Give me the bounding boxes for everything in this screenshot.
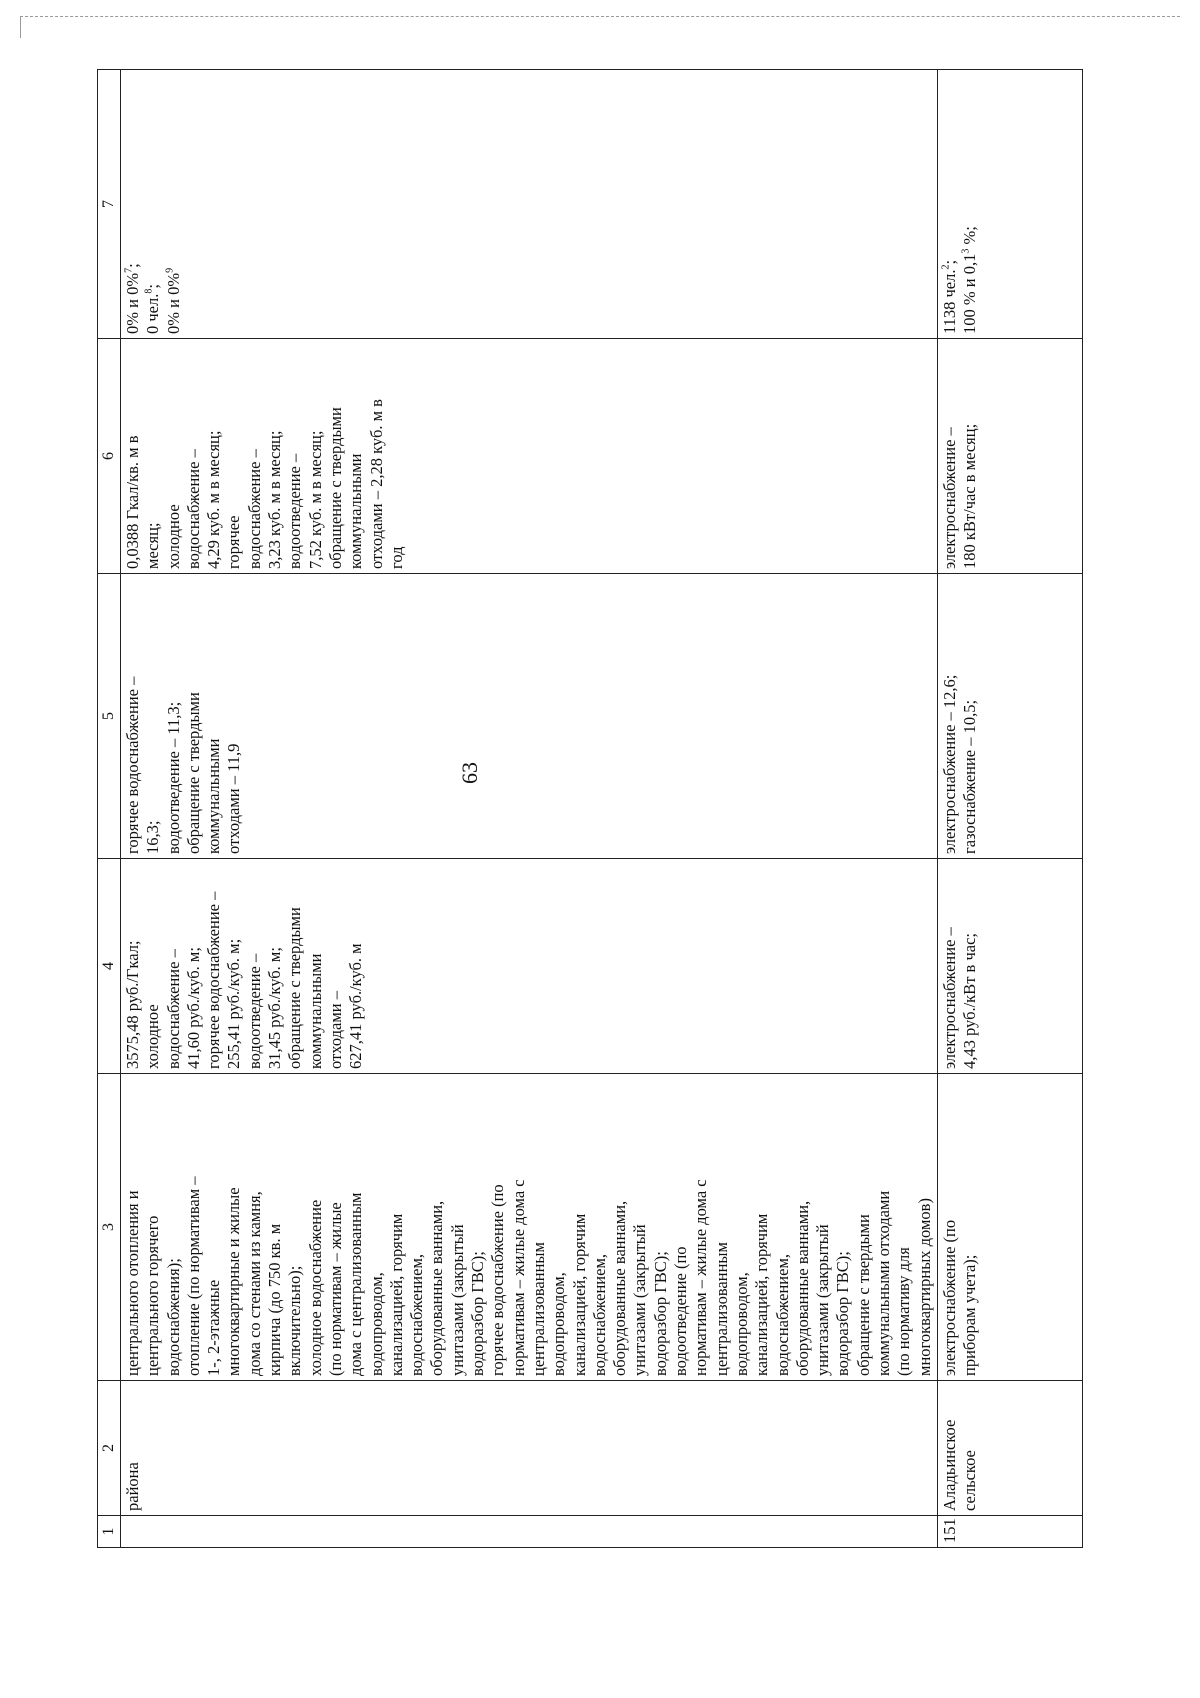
- cell-text-line: 7,52 куб. м в месяц;: [305, 430, 325, 569]
- cell-text-line: электроснабжение –: [939, 927, 959, 1069]
- population-share-cell: [121, 70, 938, 339]
- cell-text-line: центрального отопления и: [123, 1190, 142, 1376]
- cell-text-line: многоквартирных домов): [914, 1198, 934, 1376]
- growth-index-cell: [937, 574, 1082, 859]
- cell-text-line: 3575,48 руб./Гкал;: [123, 940, 142, 1069]
- cell-text-line: электроснабжение (по: [939, 1219, 959, 1376]
- cell-text-line: водоснабжение –: [163, 949, 183, 1069]
- cell-text-line: канализацией, горячим: [386, 1213, 406, 1376]
- share-line-2: 100 % и $0,1^3$ %;: [960, 226, 980, 334]
- cell-text-line: отходами – 11,9: [224, 743, 244, 854]
- cell-text-line: горячее водоснабжение –: [204, 891, 224, 1069]
- cell-text-line: нормативам – жилые дома с: [508, 1179, 528, 1376]
- header-cell-7: 7: [98, 70, 121, 339]
- municipality-cell: [121, 1381, 938, 1516]
- cell-text-line: канализацией, горячим: [569, 1213, 589, 1376]
- cell-text-line: оборудованные ваннами,: [427, 1200, 447, 1376]
- cell-text-line: отходами – 2,28 куб. м в: [366, 399, 386, 569]
- cell-text-line: коммунальными: [305, 953, 325, 1069]
- cell-text-line: водоснабжения);: [163, 1258, 183, 1376]
- cell-text-line: электроснабжение – 12,6;: [939, 674, 959, 854]
- header-row: [98, 70, 121, 1548]
- cell-text-line: унитазами (закрытый: [813, 1224, 833, 1376]
- cell-text-line: обращение с твердыми: [325, 407, 345, 569]
- row-number-cell: [121, 1516, 938, 1548]
- cell-text-line: горячее водоснабжение –: [123, 676, 142, 854]
- cell-text-line: водоснабжением,: [772, 1253, 792, 1376]
- cell-text-line: водоразбор ГВС);: [468, 1251, 488, 1376]
- cell-text-line: холодное водоснабжение: [305, 1199, 325, 1376]
- cell-text-line: 627,41 руб./куб. м: [346, 943, 366, 1069]
- page-number: 63: [457, 762, 482, 784]
- growth-index-cell: [121, 574, 938, 859]
- cell-text-line: оборудованные ваннами,: [792, 1200, 812, 1376]
- tariff-cell: [121, 859, 938, 1074]
- header-cell-2: 2: [98, 1381, 121, 1516]
- tariff-table: [97, 69, 1083, 1548]
- cell-text-line: (по нормативу для: [894, 1247, 914, 1376]
- share-line-3: 0% и 0%$^9$: [163, 267, 183, 334]
- header-cell-6: 6: [98, 339, 121, 574]
- cell-text-line: канализацией, горячим: [752, 1213, 772, 1376]
- cell-text-line: водоотведение –: [285, 453, 305, 569]
- header-cell-1: 1: [98, 1516, 121, 1548]
- row-number-cell: 151: [937, 1516, 1082, 1548]
- cell-text-line: водопроводом,: [549, 1272, 569, 1376]
- cell-text-line: централизованным: [711, 1242, 731, 1376]
- cell-text-line: оборудованные ваннами,: [610, 1200, 630, 1376]
- cell-text-line: водопроводом,: [731, 1272, 751, 1376]
- cell-text-line: унитазами (закрытый: [447, 1224, 467, 1376]
- cell-text-line: 180 кВт/час в месяц;: [960, 423, 980, 569]
- municipality-cell: [937, 1381, 1082, 1516]
- cell-text-line: водоснабжением,: [589, 1253, 609, 1376]
- cell-text-line: Аладьинское: [939, 1419, 959, 1511]
- consumption-volume-cell: [121, 339, 938, 574]
- cell-text-line: обращение с твердыми: [853, 1214, 873, 1376]
- cell-text-line: (по нормативам – жилые: [325, 1202, 345, 1376]
- table-row: [121, 70, 938, 1548]
- cell-text-line: обращение с твердыми: [285, 907, 305, 1069]
- cell-text-line: коммунальными отходами: [873, 1190, 893, 1376]
- cell-text-line: обращение с твердыми: [183, 692, 203, 854]
- cell-text-line: электроснабжение –: [939, 427, 959, 569]
- service-description-cell: [937, 1074, 1082, 1381]
- cell-text-line: нормативам – жилые дома с: [691, 1179, 711, 1376]
- cell-text-line: приборам учета);: [960, 1254, 980, 1376]
- cell-text-line: 41,60 руб./куб. м;: [183, 947, 203, 1069]
- cell-text-line: месяц;: [143, 522, 163, 569]
- rotated-table-wrapper: [97, 70, 1060, 1548]
- cell-text-line: многоквартирные и жилые: [224, 1187, 244, 1376]
- cell-text-line: 4,43 руб./кВт в час;: [960, 933, 980, 1069]
- cell-text-line: водопроводом,: [366, 1272, 386, 1376]
- cell-text-line: газоснабжение – 10,5;: [960, 699, 980, 854]
- header-cell-4: 4: [98, 859, 121, 1074]
- cell-text-line: коммунальными: [204, 738, 224, 854]
- cell-text-line: коммунальными: [346, 453, 366, 569]
- table-row: [937, 70, 1082, 1548]
- cell-text-line: холодное: [143, 1004, 163, 1069]
- cell-text-line: отопление (по нормативам –: [183, 1176, 203, 1376]
- cell-text-line: водоотведение (по: [671, 1246, 691, 1376]
- cell-text-line: холодное: [163, 504, 183, 569]
- cell-text-line: 31,45 руб./куб. м;: [265, 947, 285, 1069]
- cell-text-line: 1-, 2-этажные: [204, 1279, 224, 1376]
- cell-text-line: района: [123, 1462, 142, 1511]
- cell-text-line: кирпича (до 750 кв. м: [265, 1223, 285, 1376]
- share-line-1: 1138 чел.$^2$;: [939, 259, 959, 334]
- cell-text-line: водоснабжение –: [244, 449, 264, 569]
- cell-text-line: сельское: [960, 1450, 980, 1511]
- scan-edge-tick: [20, 16, 21, 38]
- cell-text-line: центрального горячего: [143, 1215, 163, 1376]
- cell-text-line: дома с централизованным: [346, 1192, 366, 1376]
- cell-text-line: водоотведение – 11,3;: [163, 701, 183, 854]
- cell-text-line: водоснабжением,: [407, 1253, 427, 1376]
- cell-text-line: водоотведение –: [244, 953, 264, 1069]
- share-line-2: 0 чел.$^8$;: [143, 284, 163, 334]
- service-description-cell: [121, 1074, 938, 1381]
- cell-text-line: дома со стенами из камня,: [244, 1191, 264, 1376]
- cell-text-line: 3,23 куб. м в месяц;: [265, 430, 285, 569]
- cell-text-line: 4,29 куб. м в месяц;: [204, 430, 224, 569]
- consumption-volume-cell: [937, 339, 1082, 574]
- cell-text-line: водоразбор ГВС);: [833, 1251, 853, 1376]
- cell-text-line: 255,41 руб./куб. м;: [224, 938, 244, 1069]
- cell-text-line: 0,0388 Гкал/кв. м в: [123, 435, 142, 569]
- cell-text-line: включительно);: [285, 1265, 305, 1376]
- cell-text-line: 16,3;: [143, 820, 163, 854]
- cell-text-line: водоразбор ГВС);: [650, 1251, 670, 1376]
- population-share-cell: [937, 70, 1082, 339]
- cell-text-line: водоснабжение –: [183, 449, 203, 569]
- header-cell-3: 3: [98, 1074, 121, 1381]
- cell-text-line: горячее водоснабжение (по: [488, 1184, 508, 1376]
- tariff-cell: [937, 859, 1082, 1074]
- cell-text-line: горячее: [224, 515, 244, 569]
- cell-text-line: отходами –: [325, 990, 345, 1069]
- cell-text-line: унитазами (закрытый: [630, 1224, 650, 1376]
- scan-edge-line: [20, 16, 1180, 17]
- share-line-1: 0% и 0%$^7$;: [123, 263, 142, 334]
- cell-text-line: централизованным: [528, 1242, 548, 1376]
- header-cell-5: 5: [98, 574, 121, 859]
- cell-text-line: год: [386, 546, 406, 569]
